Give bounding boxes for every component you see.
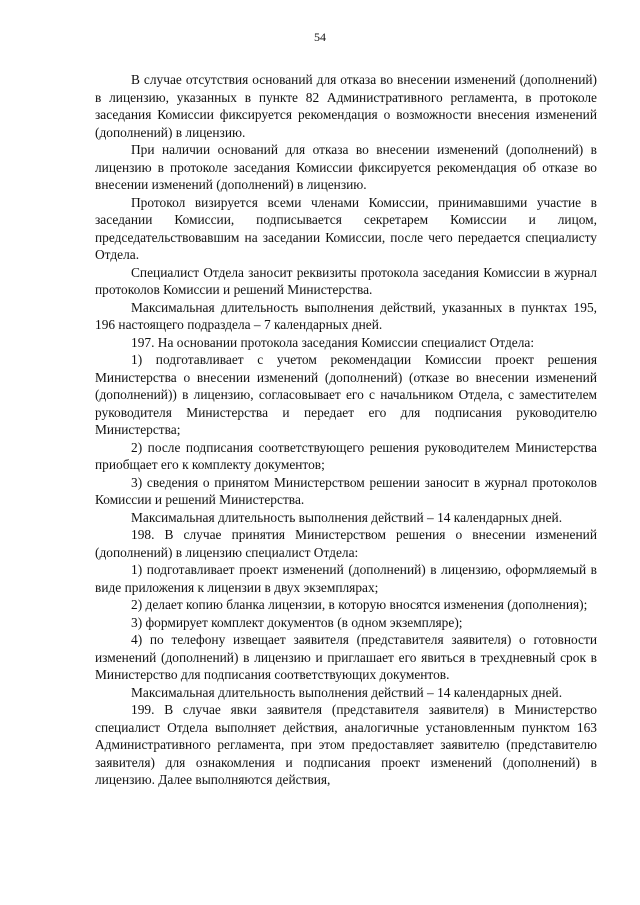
- paragraph: Протокол визируется всеми членами Комиссии, принимавшими участие в заседании Комиссии, подписывается секретарем Комиссии и лицом, председательствовавшим на заседании Комиссии, после чего передается специалисту Отдела.: [95, 194, 597, 262]
- paragraph: 3) сведения о принятом Министерством решении заносит в журнал протоколов Комиссии и решений Министерства.: [95, 474, 597, 507]
- paragraph: 197. На основании протокола заседания Комиссии специалист Отдела:: [131, 334, 535, 350]
- page-number: 54: [314, 30, 326, 44]
- document-body: [95, 71, 597, 789]
- paragraph: Специалист Отдела заносит реквизиты протокола заседания Комиссии в журнал протоколов Комиссии и решений Министерства.: [95, 264, 597, 297]
- paragraph: Максимальная длительность выполнения действий – 14 календарных дней.: [131, 684, 563, 700]
- paragraph: 1) подготавливает с учетом рекомендации Комиссии проект решения Министерства о внесении изменений (дополнений) (отказе во внесении изменений (дополнений)) в лицензию, согласовывает его с начальником Отдела, с заместителем руководителя Министерства и передает его для подписания руководителю Министерства;: [95, 352, 597, 437]
- paragraph: В случае отсутствия оснований для отказа во внесении изменений (дополнений) в лицензию, указанных в пункте 82 Административного регламента, в протоколе заседания Комиссии фиксируется рекомендация о возможности внесения изменений (дополнений) в лицензию.: [95, 72, 597, 140]
- paragraph: 1) подготавливает проект изменений (дополнений) в лицензию, оформляемый в виде приложения к лицензии в двух экземплярах;: [95, 562, 597, 595]
- paragraph: 198. В случае принятия Министерством решения о внесении изменений (дополнений) в лицензию специалист Отдела:: [95, 527, 597, 560]
- paragraph: Максимальная длительность выполнения действий – 14 календарных дней.: [131, 509, 563, 525]
- paragraph: 3) формирует комплект документов (в одном экземпляре);: [131, 614, 463, 630]
- paragraph: 4) по телефону извещает заявителя (представителя заявителя) о готовности изменений (дополнений) в лицензию и приглашает его явиться в трехдневный срок в Министерство для подписания соответствующих документов.: [95, 632, 597, 682]
- paragraph: Максимальная длительность выполнения действий, указанных в пунктах 195, 196 настоящего подраздела – 7 календарных дней.: [95, 299, 597, 332]
- paragraph: 199. В случае явки заявителя (представителя заявителя) в Министерство специалист Отдела выполняет действия, аналогичные установленным пунктом 163 Административного регламента, при этом предоставляет заявителю (представителю заявителя) для ознакомления и подписания проект изменений (дополнений) в лицензию. Далее выполняются действия,: [95, 702, 597, 787]
- paragraph: 2) делает копию бланка лицензии, в которую вносятся изменения (дополнения);: [131, 597, 588, 612]
- paragraph: 2) после подписания соответствующего решения руководителем Министерства приобщает его к комплекту документов;: [95, 439, 597, 472]
- paragraph: При наличии оснований для отказа во внесении изменений (дополнений) в лицензию в протоколе заседания Комиссии фиксируется рекомендация об отказе во внесении изменений (дополнений) в лицензию.: [95, 142, 597, 192]
